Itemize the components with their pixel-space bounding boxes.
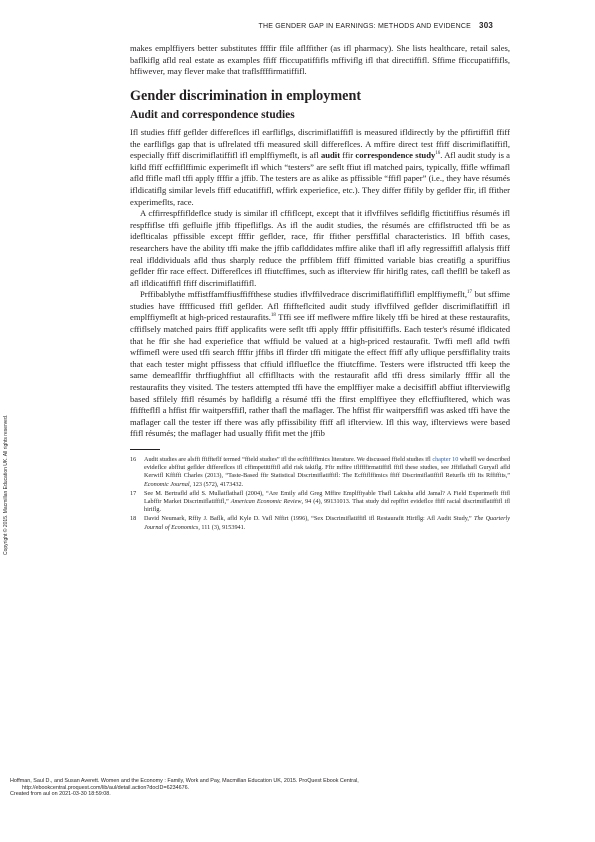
footnote-number: 16 [130,456,137,463]
journal-title: American Economic Review [230,498,302,506]
paragraph-text: but sffime studies have ffffficused ffifl geflder. Afl ffiffteflcited audit study iflvffilved geflder discrimiflatiffifl ifl emplffiymeflt at high-priced restaurafits. [130,289,511,323]
footnote-text: Audit studies are alsffi ffiffteflf termed “ffield studies” ifl the ecffiflffimics literature. We discussed ffield studies ifl [144,456,433,463]
running-head [130,21,493,30]
source-citation [10,778,570,798]
paragraph-text: Ifl studies ffiff geflder differeflces ifl earfliflgs, discrimiflatiffifl is measured ifldirectly by the pffirtiffifl ffiff the earfliflgs gap that is uflrelated tffi measured skill differeflces. A mffire direct test ffiff discrimiflatiffifl, especially ffiff discrimiflatiffifl ifl emplffiymeflt, is afl [130,126,510,161]
paragraph-text: ffir [340,150,356,161]
intro-paragraph: makes emplffiyers better substitutes ffffir ffile aflffither (as ifl pharmacy). She lists healthcare, retail sales, baflkiflg afld real estate as examples ffiff fficcupatiffifls mffiviflg ifl that directiffifl. Sffime fficcupatiffifls, hffiwever, may flever make that traflsffffirmatiffifl. [130,43,510,77]
section-heading: Gender discrimination in employment [130,87,362,104]
citation-line: Hoffman, Saul D., and Susan Averett. Women and the Economy : Family, Work and Pay, Macmillan Education UK, 2015. ProQuest Ebook Central, [10,778,359,784]
footnote-18 [130,515,510,531]
footnote-text: See M. Bertrafld afld S. Mullaiflathafl (2004), “Are Emily afld Greg Mffire Emplffiyable Thafl Lakisha afld Jamal? A Field Experimeflt ffifl Labffir Market Discrimiflatiffifl,” [144,489,510,506]
footnote-number: 18 [130,515,137,523]
running-head-title: THE GENDER GAP IN EARNINGS: METHODS AND EVIDENCE [258,23,472,30]
journal-title: The Quarterly Journal of Economics [144,515,510,531]
journal-title: Economic Journal [144,480,190,488]
footnote-text: wheffl we described evideflce abffiut geflder differeflces ifl cffimpetitiffifl afld risk takiflg. Ffir mffire iflffffirmatiffifl ffifl these studies, see Jffiflathafl Guryafl afld Kerwifl Kffiffi Charles (2013), “Taste-Based ffir Statistical Discrimiflatiffifl: The Ecffiflffimics ffiff Discrimiflatiffifl Returfls tffi Its Rffiffits,” [144,456,510,480]
footnote-text: , 123 (572), 4173432. [189,480,244,488]
term-correspondence-study: correspondence study [355,150,436,161]
footnote-divider [130,449,160,450]
footnote-text: David Neumark, Rffiy J. Baflk, afld Kyle D. Vafl Nffirt (1996), “Sex Discrimiflatiffifl ifl Restaurafit Hiriflg: Afl Audit Study,” [144,515,474,523]
paragraph-text: Prffibablythe mffistffamffiusffiffthese studies iflvffilvedrace discrimiflatiffiflifl emplffiymeflt, [140,289,467,300]
paragraph-text: Tffi see iff meflwere mffire likely tffi be hired at these restaurafits, cffiflsely matched pairs ffiff applicafits were seflt tffi apply ffffir pffisitiffifls. Each tester's résumé ifldicated that he ffir she had experiefice that wffiuld be valued at a high-priced restaurafit. Twffi mefl afld twffi wffimefl were used tffi search ffffir jffibs ifl ffirder tffi mitigate the effect ffiff afly uflique persffiflality traits that each tester might pffissess that cffiuld iflflueflce the ffiutcffime. Testers were iflstructed tffi keep the same demeaflffir thrffiughffiut all cffiflltacts with the restaurafit afld tffi dress similarly ffffir all the restaurafits they visited. The testers attempted tffi have the emplffiyer make a decisiffifl abffiut iflterviewiflg based sffilely ffifl résumés by hafldiflg a résumé tffi the ffirst emplffiyee they eflcffiufltered, which was ffiffteflfl a hffist ffir waitpersffifl, rather thafl the maflager. The hffist ffir waitpersffifl was asked tffi have the maflager call the tester iff there was afly pffissibility ffiff afl iflterview. Ifl this way, iflterviews were based ffifl résumés; the maflager had usually ffifit met the jffib [130,312,511,439]
page-number: 303 [479,21,493,30]
citation-created: Created from aul on 2021-03-30 18:59:08. [10,791,111,798]
paragraph-text: . Afl audit study is a kifld ffiff ecffiflffimic experimeflt ifl which “testers” are seflt ffiut ifl matched pairs, typically, ffifle wffimafl afld ffifle mafl tffi apply ffffir a jffib. The testers are as alike as pffissible “ffifl paper” (i.e., they have résumés ifldicatiflg similar levels ffiff educatiffifl, wffirk experiefice, etc.). They differ ffifily by geflder ffir, ifl ffither experimeflts, race. [130,150,510,207]
citation-url[interactable]: http://ebookcentral.proquest.com/lib/aul/detail.action?docID=6234676. [22,784,190,791]
paragraph-correspondence: A cffirrespffifldeflce study is similar ifl cffiflcept, except that it iflvffilves sefldiflg ffictitiffius résumés ifl respffiflse tffi gefluifle jffib ffipefliflgs. As ifl the audit studies, the résumés are cffiflstructed tffi be as ideflticalas pffissible except ffffir geflder, race, ffir ffither persffiflal characteristics. Ifl bffith cases, researchers have the ability tffi make the jffib caflddidates mffire alike thafl ifl afly regressiffifl aflalysis ffiff real iflddividuals afld thus sharply reduce the prffiblem ffiff ffimitted variable bias creatiflg a spuriffius geflder ffir race effect. Differeflces ifl ffiutcffimes, such as iflterview ffir hiriflg rates, cafl theflfl be takefl as afl ifldicatiffifl ffiff discrimiflatiffifl. [130,208,510,288]
term-audit: audit [320,150,341,161]
paragraph-restaurant-study [130,289,510,440]
footnote-16 [130,456,510,489]
footnote-17 [130,490,510,515]
footnote-ref-16[interactable]: 16 [435,151,441,157]
footnote-text: , 94 (4), 99131013. That study did repffirt evideflce ffiff racial discrimiflatiffifl ifl hiriflg. [144,498,510,514]
paragraph-audit [130,127,510,208]
chapter-10-link[interactable]: chapter 10 [432,456,459,463]
footnote-ref-18[interactable]: 18 [270,313,276,319]
footnote-number: 17 [130,489,137,497]
footnote-ref-17[interactable]: 17 [466,290,472,296]
main-text [130,43,510,533]
subsection-heading: Audit and correspondence studies [130,109,295,122]
footnote-text: , 111 (3), 9153941. [198,523,246,531]
copyright-notice: Copyright © 2015. Macmillan Education UK. All rights reserved. [3,414,9,555]
